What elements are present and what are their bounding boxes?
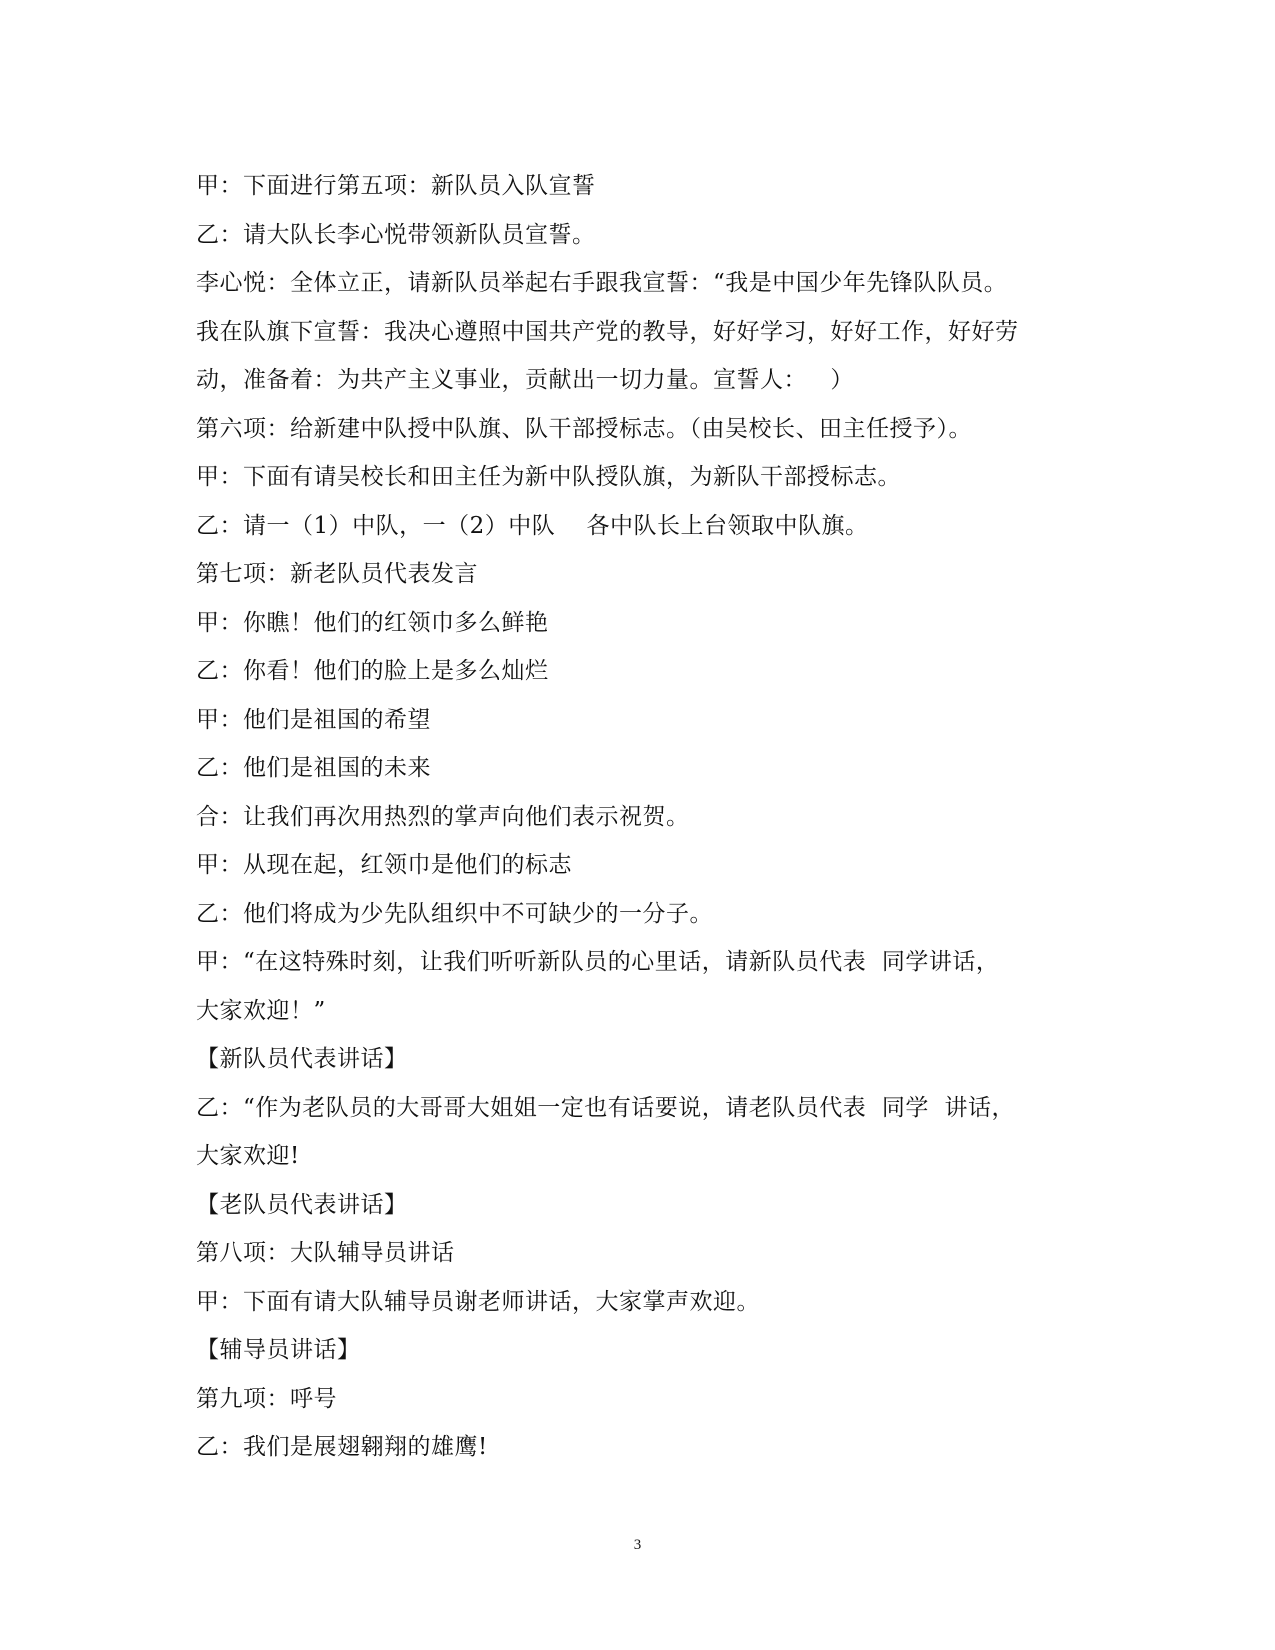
text-line: 乙：你看！他们的脸上是多么灿烂	[196, 658, 549, 684]
text-line: 甲：他们是祖国的希望	[196, 706, 431, 733]
text-line: 第九项：呼号	[196, 1385, 337, 1412]
text-line: 第七项：新老队员代表发言	[196, 561, 478, 587]
text-line: 【老队员代表讲话】	[196, 1191, 408, 1218]
text-line: 乙：“作为老队员的大哥哥大姐姐一定也有话要说，请老队员代表 同学 讲话，	[196, 1094, 1016, 1121]
text-line: 甲：下面进行第五项：新队员入队宣誓	[196, 173, 596, 199]
text-line: 大家欢迎！”	[196, 997, 326, 1024]
text-line: 合：让我们再次用热烈的掌声向他们表示祝贺。	[196, 803, 690, 830]
text-line: 第六项：给新建中队授中队旗、队干部授标志。（由吴校长、田主任授予）。	[196, 415, 972, 442]
text-line: 【辅导员讲话】	[196, 1337, 361, 1363]
document-body	[196, 162, 1096, 1472]
text-line: 我在队旗下宣誓：我决心遵照中国共产党的教导，好好学习，好好工作，好好劳	[196, 318, 1019, 345]
page-number: 3	[633, 1537, 642, 1553]
text-line: 甲：从现在起，红领巾是他们的标志	[196, 852, 572, 878]
text-line: 甲：下面有请大队辅导员谢老师讲话，大家掌声欢迎。	[196, 1288, 760, 1315]
text-line: 乙：他们将成为少先队组织中不可缺少的一分子。	[196, 900, 713, 927]
text-line: 动，准备着：为共产主义事业，贡献出一切力量。宣誓人： ）	[196, 367, 854, 393]
text-line: 甲：你瞧！他们的红领巾多么鲜艳	[196, 609, 549, 636]
text-line: 第八项：大队辅导员讲话	[196, 1240, 455, 1266]
text-line: 李心悦：全体立正，请新队员举起右手跟我宣誓：“我是中国少年先锋队队员。	[196, 270, 1008, 296]
text-line: 大家欢迎!	[196, 1143, 300, 1169]
text-line: 乙：请大队长李心悦带领新队员宣誓。	[196, 221, 596, 248]
text-line: 乙：他们是祖国的未来	[196, 755, 431, 781]
text-line: 乙：我们是展翅翱翔的雄鹰!	[196, 1434, 488, 1460]
text-line: 甲：“在这特殊时刻，让我们听听新队员的心里话，请新队员代表 同学讲话，	[196, 949, 1000, 975]
text-line: 甲：下面有请吴校长和田主任为新中队授队旗，为新队干部授标志。	[196, 464, 901, 490]
text-line: 【新队员代表讲话】	[196, 1046, 408, 1072]
text-line: 乙：请一（1）中队，一（2）中队 各中队长上台领取中队旗。	[196, 512, 869, 539]
